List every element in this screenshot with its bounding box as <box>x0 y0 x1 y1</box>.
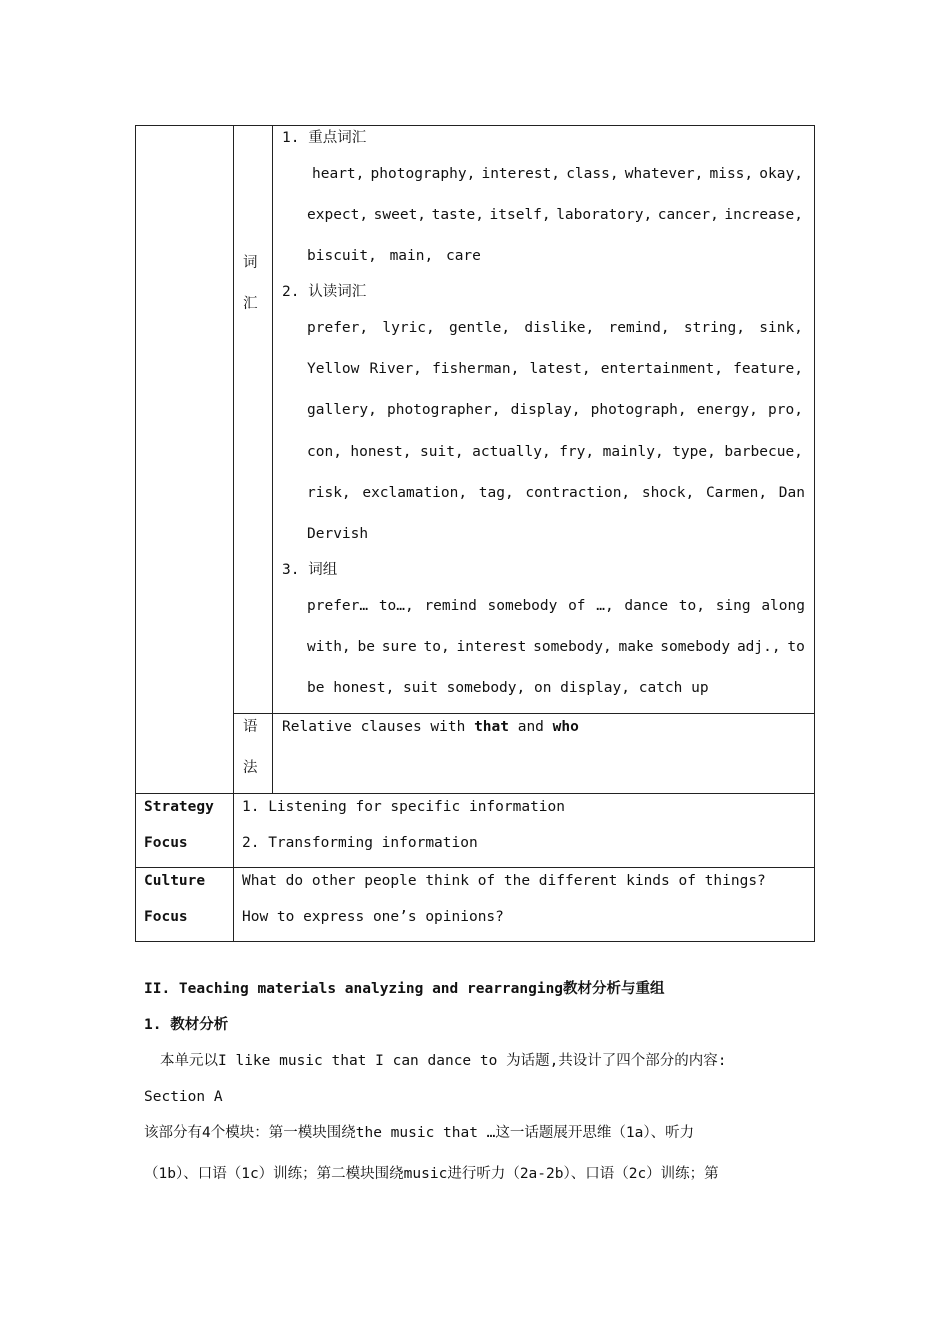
culture-label: Focus <box>144 909 188 925</box>
table-divider-culture <box>135 867 815 868</box>
section-title-phrases: 3. 词组 <box>282 562 338 578</box>
vocab-line: con, honest, suit, actually, fry, mainly, type, barbecue, <box>307 444 803 460</box>
paragraph-line: 该部分有4个模块：第一模块围绕the music that …这一话题展开思维（1a）、听力 <box>144 1125 695 1141</box>
section-heading: II. Teaching materials analyzing and rearranging教材分析与重组 <box>144 981 665 997</box>
phrase-line: be honest, suit somebody, on display, catch up <box>307 680 709 696</box>
grammar-content: Relative clauses with that and who <box>282 719 579 735</box>
vocab-line: risk, exclamation, tag, contraction, shock, Carmen, Dan <box>307 485 805 501</box>
vocab-line: Dervish <box>307 526 369 542</box>
culture-item: What do other people think of the different kinds of things? <box>242 873 766 889</box>
phrase-line: prefer… to…, remind somebody of …, dance to, sing along <box>307 598 805 614</box>
vocab-line: Yellow River, fisherman, latest, entertainment, feature, <box>307 361 803 377</box>
vocab-label-char: 词 <box>243 255 258 271</box>
vocab-line: heart, photography, interest, class, whatever, miss, okay, <box>312 166 803 182</box>
vocab-label-char: 汇 <box>243 296 258 312</box>
table-divider-strategy <box>135 793 815 794</box>
grammar-label-char: 语 <box>243 719 258 735</box>
table-divider-col1 <box>233 125 234 942</box>
vocab-line: gallery, photographer, display, photograph, energy, pro, <box>307 402 803 418</box>
phrase-line: with, be sure to, interest somebody, make somebody adj., to <box>307 639 805 655</box>
strategy-label: Focus <box>144 835 188 851</box>
section-title-key-vocab: 1. 重点词汇 <box>282 130 367 146</box>
table-border-left <box>135 125 136 942</box>
table-divider-vocab-grammar <box>233 713 815 714</box>
strategy-item: 1. Listening for specific information <box>242 799 566 815</box>
section-title-recognition-vocab: 2. 认读词汇 <box>282 284 367 300</box>
intro-paragraph: 本单元以I like music that I can dance to 为话题,共设计了四个部分的内容: <box>160 1053 727 1069</box>
vocab-line: biscuit, main, care <box>307 248 481 264</box>
section-a-label: Section A <box>144 1089 223 1105</box>
table-border-bottom <box>135 941 815 942</box>
strategy-item: 2. Transforming information <box>242 835 478 851</box>
table-border-top <box>135 125 815 126</box>
vocab-line: expect, sweet, taste, itself, laboratory, cancer, increase, <box>307 207 803 223</box>
vocab-line: prefer, lyric, gentle, dislike, remind, string, sink, <box>307 320 803 336</box>
culture-item: How to express one’s opinions? <box>242 909 504 925</box>
culture-label: Culture <box>144 873 206 889</box>
grammar-label-char: 法 <box>243 760 258 776</box>
sub-heading: 1. 教材分析 <box>144 1017 229 1033</box>
table-divider-col2 <box>272 125 273 794</box>
paragraph-line: （1b）、口语（1c）训练；第二模块围绕music进行听力（2a-2b）、口语（2c）训练；第 <box>144 1166 719 1182</box>
strategy-label: Strategy <box>144 799 214 815</box>
table-border-right <box>814 125 815 942</box>
